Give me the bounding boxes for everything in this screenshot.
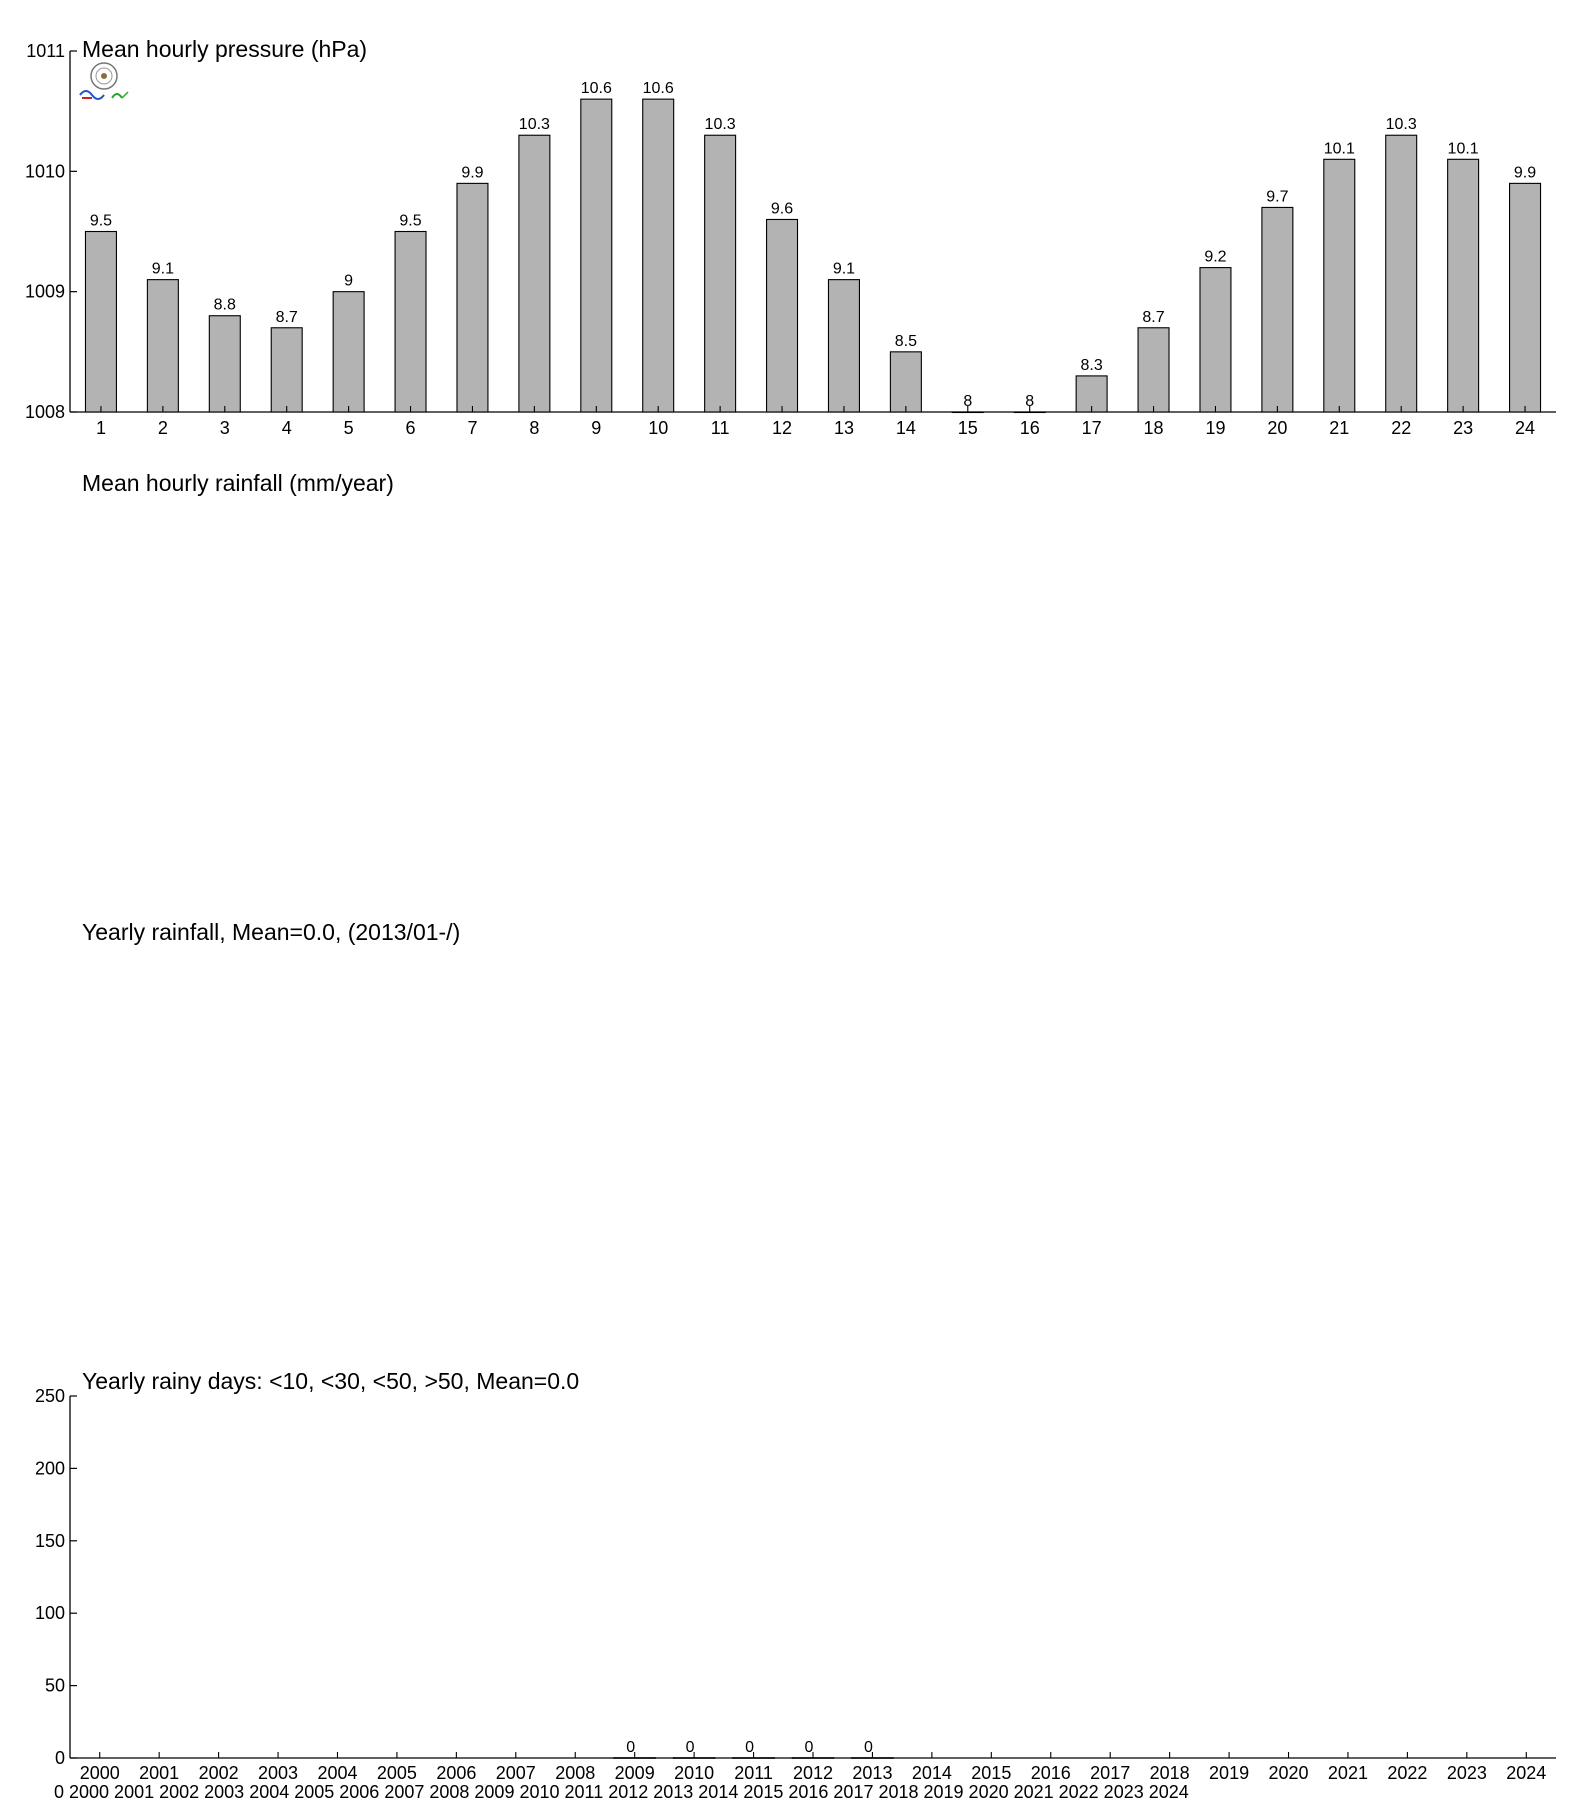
- pressure-x-tick-label: 15: [957, 418, 978, 438]
- yearly-rainfall-chart-title: Yearly rainfall, Mean=0.0, (2013/01-/): [82, 919, 461, 945]
- pressure-x-tick-label: 7: [467, 418, 478, 438]
- rainy-days-chart-axes: [70, 1396, 1556, 1758]
- pressure-x-tick-label: 5: [343, 418, 354, 438]
- pressure-bar-hour-3: [209, 316, 240, 412]
- rainy-days-chart-title: Yearly rainy days: <10, <30, <50, >50, Mean=0.0: [82, 1368, 580, 1394]
- pressure-x-tick-label: 16: [1019, 418, 1040, 438]
- rainy-days-data-label: 0: [685, 1739, 695, 1756]
- pressure-x-tick-label: 12: [772, 418, 793, 438]
- pressure-data-label: 9.1: [832, 260, 856, 278]
- rainy-days-x-tick-label: 2002: [198, 1763, 239, 1783]
- pressure-chart-x-ticks: [96, 406, 1535, 438]
- pressure-x-tick-label: 21: [1329, 418, 1350, 438]
- rainy-days-x-tick-label: 2023: [1446, 1763, 1487, 1783]
- rainy-days-x-tick-label: 2004: [317, 1763, 358, 1783]
- pressure-data-label: 9.9: [461, 164, 484, 182]
- pressure-bar-hour-21: [1324, 159, 1355, 412]
- rainy-days-data-label: 0: [626, 1739, 636, 1756]
- pressure-x-tick-label: 20: [1267, 418, 1288, 438]
- pressure-chart-y-ticks: [25, 41, 77, 422]
- rainy-days-x-tick-label: 2022: [1387, 1763, 1428, 1783]
- pressure-data-label: 8.8: [213, 296, 236, 314]
- rainy-days-y-tick-label: 150: [34, 1530, 65, 1551]
- rainy-days-y-tick-label: 250: [34, 1386, 65, 1406]
- pressure-bar-hour-1: [85, 232, 116, 413]
- pressure-bar-hour-2: [147, 280, 178, 412]
- pressure-x-tick-label: 9: [591, 418, 602, 438]
- rainy-days-x-tick-label: 2014: [911, 1763, 952, 1783]
- rainy-days-x-tick-label: 2021: [1327, 1763, 1368, 1783]
- pressure-x-tick-label: 13: [833, 418, 854, 438]
- pressure-chart: [25, 36, 1556, 438]
- rainy-days-x-tick-label: 2006: [436, 1763, 477, 1783]
- pressure-bar-hour-5: [333, 292, 364, 412]
- pressure-data-label: 9.7: [1266, 188, 1289, 206]
- rainy-days-y-tick-label: 200: [34, 1458, 65, 1479]
- pressure-x-tick-label: 17: [1081, 418, 1102, 438]
- rainy-days-x-tick-label: 2016: [1030, 1763, 1071, 1783]
- pressure-data-label: 10.3: [1385, 116, 1417, 134]
- rainy-days-x-tick-label: 2012: [792, 1763, 834, 1783]
- rainy-days-x-tick-label: 2010: [674, 1763, 715, 1783]
- hourly-rainfall-chart-title: Mean hourly rainfall (mm/year): [82, 470, 394, 496]
- pressure-data-label: 8: [1025, 393, 1035, 410]
- rainy-days-x-tick-label: 2019: [1209, 1763, 1250, 1783]
- pressure-x-tick-label: 22: [1391, 418, 1412, 438]
- pressure-x-tick-label: 18: [1143, 418, 1164, 438]
- pressure-y-tick-label: 1011: [26, 41, 65, 61]
- rainy-days-x-tick-label: 2009: [614, 1763, 655, 1783]
- pressure-chart-data-labels: [90, 80, 1536, 410]
- pressure-bar-hour-11: [705, 135, 736, 412]
- pressure-data-label: 9.9: [1513, 164, 1537, 182]
- pressure-x-tick-label: 10: [648, 418, 669, 438]
- rainy-days-x-tick-label: 2003: [258, 1763, 299, 1783]
- pressure-x-tick-label: 14: [895, 418, 916, 438]
- yearly-rainfall-chart: [82, 919, 460, 945]
- pressure-x-tick-label: 1: [95, 418, 106, 438]
- pressure-chart-title: Mean hourly pressure (hPa): [82, 36, 368, 62]
- pressure-x-tick-label: 2: [157, 418, 168, 438]
- pressure-y-tick-label: 1010: [24, 161, 65, 182]
- rainy-days-x-tick-label: 2018: [1149, 1763, 1190, 1783]
- pressure-y-tick-label: 1008: [24, 402, 65, 422]
- pressure-bar-hour-4: [271, 328, 302, 412]
- rainy-days-overlap-row: 0 2000 2001 2002 2003 2004 2005 2006 2007 2008 2009 2010 2011 2012 2013 2014 2015 2016 2017 2018 2019 2020 2021 2022 2023 2024: [54, 1782, 1189, 1800]
- pressure-bar-hour-22: [1386, 135, 1417, 412]
- pressure-x-tick-label: 11: [710, 418, 730, 438]
- pressure-x-tick-label: 6: [405, 418, 416, 438]
- pressure-data-label: 9.5: [89, 212, 113, 230]
- pressure-data-label: 9.6: [770, 200, 794, 218]
- pressure-bar-hour-9: [581, 99, 612, 412]
- rainy-days-x-tick-label: 2000: [79, 1763, 120, 1783]
- pressure-bar-hour-8: [519, 135, 550, 412]
- rainy-days-x-tick-label: 2024: [1506, 1763, 1547, 1783]
- rainy-days-x-tick-label: 2005: [376, 1763, 417, 1783]
- pressure-data-label: 10.3: [704, 116, 736, 134]
- rainy-days-x-tick-label: 2020: [1268, 1763, 1309, 1783]
- pressure-y-tick-label: 1009: [24, 281, 65, 302]
- pressure-chart-bars: [85, 99, 1540, 412]
- rainy-days-x-tick-label: 2011: [734, 1763, 773, 1783]
- weather-lab-logo: [80, 63, 128, 99]
- pressure-bar-hour-13: [828, 280, 859, 412]
- pressure-bar-hour-20: [1262, 207, 1293, 412]
- pressure-bar-hour-16: [1014, 412, 1045, 413]
- pressure-data-label: 10.6: [642, 80, 674, 98]
- pressure-data-label: 9: [344, 272, 354, 290]
- pressure-data-label: 10.1: [1447, 140, 1479, 158]
- rainy-days-y-tick-label: 100: [34, 1603, 65, 1624]
- pressure-bar-hour-15: [952, 412, 983, 413]
- pressure-x-tick-label: 3: [219, 418, 230, 438]
- pressure-bar-hour-7: [457, 183, 488, 412]
- pressure-x-tick-label: 19: [1205, 418, 1226, 438]
- rainy-days-y-tick-label: 50: [44, 1675, 65, 1696]
- rainy-days-chart-x-ticks: [80, 1752, 1547, 1783]
- pressure-data-label: 10.6: [580, 80, 612, 98]
- rainy-days-data-label: 0: [745, 1739, 755, 1756]
- rainy-days-x-tick-label: 2017: [1090, 1763, 1131, 1783]
- pressure-bar-hour-6: [395, 232, 426, 413]
- rainy-days-data-label: 0: [804, 1739, 814, 1756]
- rainy-days-y-tick-label: 0: [54, 1748, 65, 1768]
- pressure-bar-hour-18: [1138, 328, 1169, 412]
- pressure-data-label: 10.1: [1323, 140, 1355, 158]
- rainy-days-chart-y-ticks: [35, 1386, 77, 1768]
- pressure-data-label: 8.5: [894, 332, 917, 350]
- pressure-data-label: 9.5: [399, 212, 422, 230]
- pressure-bar-hour-19: [1200, 268, 1231, 412]
- rainy-days-x-tick-label: 2001: [139, 1763, 180, 1783]
- rainy-days-x-tick-label: 2015: [971, 1763, 1012, 1783]
- pressure-bar-hour-12: [767, 219, 798, 412]
- pressure-bar-hour-10: [643, 99, 674, 412]
- rainy-days-x-tick-label: 2007: [495, 1763, 536, 1783]
- pressure-data-label: 8.7: [1142, 308, 1165, 326]
- pressure-x-tick-label: 4: [281, 418, 292, 438]
- pressure-data-label: 10.3: [518, 116, 550, 134]
- pressure-data-label: 8.3: [1080, 356, 1103, 374]
- hourly-rainfall-chart: [82, 470, 394, 496]
- pressure-bar-hour-24: [1510, 183, 1541, 412]
- rainy-days-x-tick-label: 2008: [555, 1763, 596, 1783]
- pressure-x-tick-label: 8: [529, 418, 540, 438]
- pressure-x-tick-label: 23: [1453, 418, 1474, 438]
- pressure-data-label: 9.1: [151, 260, 174, 278]
- rainy-days-chart: [35, 1368, 1556, 1800]
- rainy-days-x-tick-label: 2013: [852, 1763, 893, 1783]
- pressure-data-label: 8.7: [275, 308, 298, 326]
- pressure-bar-hour-23: [1448, 159, 1479, 412]
- pressure-data-label: 8: [963, 393, 973, 410]
- rainy-days-chart-data-labels: [626, 1739, 873, 1756]
- pressure-bar-hour-14: [890, 352, 921, 412]
- rainy-days-data-label: 0: [863, 1739, 873, 1756]
- pressure-x-tick-label: 24: [1515, 418, 1536, 438]
- pressure-data-label: 9.2: [1204, 248, 1227, 266]
